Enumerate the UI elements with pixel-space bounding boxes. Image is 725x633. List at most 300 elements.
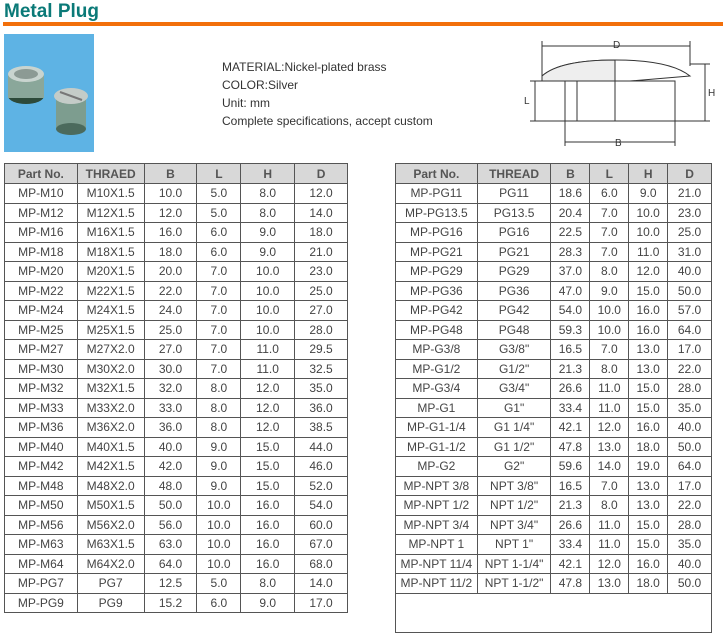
table-cell: 40.0 — [668, 418, 712, 438]
table-row — [396, 203, 712, 223]
table-cell: M25X1.5 — [77, 320, 144, 340]
table-cell: 36.0 — [144, 418, 197, 438]
table-cell: 64.0 — [668, 457, 712, 477]
table-cell: 8.0 — [241, 184, 295, 204]
table-cell: MP-G3/8 — [396, 340, 478, 360]
table-cell: MP-M24 — [5, 301, 78, 321]
table-cell: NPT 1-1/2" — [477, 574, 551, 594]
dim-d-label: D — [613, 40, 621, 51]
table-cell: 22.0 — [668, 359, 712, 379]
table-cell: MP-NPT 3/8 — [396, 476, 478, 496]
table-cell: 16.0 — [629, 418, 668, 438]
table-cell: M42X1.5 — [77, 457, 144, 477]
table-cell: 67.0 — [295, 535, 348, 555]
table-cell: NPT 1-1/4" — [477, 554, 551, 574]
note-text: Complete specifications, accept custom — [222, 114, 433, 128]
table-cell: M20X1.5 — [77, 262, 144, 282]
table-row — [396, 320, 712, 340]
table-cell: 16.0 — [241, 515, 295, 535]
table-row — [396, 340, 712, 360]
table-cell: MP-PG42 — [396, 301, 478, 321]
table-cell: 25.0 — [668, 223, 712, 243]
table-cell: 10.0 — [241, 320, 295, 340]
table-cell: 15.0 — [629, 281, 668, 301]
table-cell: 9.0 — [197, 437, 241, 457]
table-cell: 40.0 — [144, 437, 197, 457]
table-cell: MP-NPT 11/2 — [396, 574, 478, 594]
table-cell: 40.0 — [668, 262, 712, 282]
table-cell: 11.0 — [629, 242, 668, 262]
table-cell: 35.0 — [295, 379, 348, 399]
table-cell: 20.0 — [144, 262, 197, 282]
table-cell: 5.0 — [197, 203, 241, 223]
table-row — [5, 223, 348, 243]
table-cell: 48.0 — [144, 476, 197, 496]
table-cell: 8.0 — [241, 203, 295, 223]
table-cell: MP-M22 — [5, 281, 78, 301]
column-header: B — [144, 164, 197, 184]
table-cell: PG11 — [477, 184, 551, 204]
empty-row — [396, 593, 712, 632]
table-row — [396, 535, 712, 555]
table-cell: 7.0 — [197, 262, 241, 282]
table-cell: PG13.5 — [477, 203, 551, 223]
table-cell: 6.0 — [197, 242, 241, 262]
table-row — [396, 184, 712, 204]
dim-h-label: H — [708, 88, 716, 99]
table-cell: 12.0 — [241, 398, 295, 418]
table-cell: MP-M20 — [5, 262, 78, 282]
table-cell: G1" — [477, 398, 551, 418]
table-cell: PG16 — [477, 223, 551, 243]
table-row — [5, 301, 348, 321]
column-header: H — [629, 164, 668, 184]
table-row — [5, 476, 348, 496]
table-cell: MP-G3/4 — [396, 379, 478, 399]
product-specs — [222, 58, 433, 130]
table-cell: 50.0 — [668, 574, 712, 594]
table-row — [396, 554, 712, 574]
table-cell: 59.3 — [551, 320, 590, 340]
table-cell: MP-M18 — [5, 242, 78, 262]
table-cell: M18X1.5 — [77, 242, 144, 262]
table-cell: 17.0 — [295, 593, 348, 613]
table-cell: 27.0 — [295, 301, 348, 321]
table-cell: 7.0 — [197, 340, 241, 360]
table-cell: MP-PG29 — [396, 262, 478, 282]
table-cell: 9.0 — [629, 184, 668, 204]
table-row — [396, 359, 712, 379]
table-cell: 15.0 — [629, 379, 668, 399]
table-cell: MP-M32 — [5, 379, 78, 399]
table-cell: 50.0 — [668, 281, 712, 301]
table-cell: M33X2.0 — [77, 398, 144, 418]
table-cell: G3/8" — [477, 340, 551, 360]
column-header: D — [668, 164, 712, 184]
table-cell: 16.0 — [241, 535, 295, 555]
column-header: H — [241, 164, 295, 184]
table-cell: MP-PG9 — [5, 593, 78, 613]
table-cell: PG29 — [477, 262, 551, 282]
table-cell: 42.1 — [551, 418, 590, 438]
table-cell: 15.0 — [629, 515, 668, 535]
table-row — [5, 340, 348, 360]
table-cell: 14.0 — [295, 203, 348, 223]
table-cell: 7.0 — [590, 203, 629, 223]
table-cell: M63X1.5 — [77, 535, 144, 555]
table-cell: 29.5 — [295, 340, 348, 360]
table-cell: 64.0 — [144, 554, 197, 574]
unit-text: Unit: mm — [222, 96, 270, 110]
table-cell: 44.0 — [295, 437, 348, 457]
table-cell: 21.0 — [295, 242, 348, 262]
table-cell: 11.0 — [590, 515, 629, 535]
table-cell: 9.0 — [197, 476, 241, 496]
table-cell: 14.0 — [590, 457, 629, 477]
dim-b-label: B — [615, 138, 622, 149]
table-cell: 47.0 — [551, 281, 590, 301]
table-cell: M36X2.0 — [77, 418, 144, 438]
table-cell: 59.6 — [551, 457, 590, 477]
table-cell: 10.0 — [197, 496, 241, 516]
table-cell: 15.0 — [241, 437, 295, 457]
table-cell: 60.0 — [295, 515, 348, 535]
table-cell: MP-M30 — [5, 359, 78, 379]
table-cell: 11.0 — [590, 535, 629, 555]
table-cell: 7.0 — [197, 359, 241, 379]
table-cell: 12.0 — [590, 418, 629, 438]
table-row — [5, 418, 348, 438]
table-cell: G2" — [477, 457, 551, 477]
column-header: Part No. — [396, 164, 478, 184]
table-cell: 12.0 — [241, 379, 295, 399]
table-row — [5, 554, 348, 574]
table-cell: 8.0 — [590, 496, 629, 516]
table-cell: 21.3 — [551, 359, 590, 379]
table-cell: 35.0 — [668, 398, 712, 418]
table-cell: 42.0 — [144, 457, 197, 477]
table-cell: 18.0 — [144, 242, 197, 262]
table-cell: 25.0 — [295, 281, 348, 301]
table-cell: 10.0 — [197, 535, 241, 555]
table-cell: 15.2 — [144, 593, 197, 613]
table-cell: 8.0 — [197, 398, 241, 418]
table-cell: M30X2.0 — [77, 359, 144, 379]
table-header-row — [396, 164, 712, 184]
table-cell: 6.0 — [590, 184, 629, 204]
table-cell: MP-M48 — [5, 476, 78, 496]
table-cell: G1 1/4" — [477, 418, 551, 438]
table-row — [396, 418, 712, 438]
table-cell: MP-M16 — [5, 223, 78, 243]
table-cell: 8.0 — [590, 262, 629, 282]
table-cell: 9.0 — [590, 281, 629, 301]
table-cell: M16X1.5 — [77, 223, 144, 243]
table-cell: MP-PG13.5 — [396, 203, 478, 223]
table-row — [396, 574, 712, 594]
table-cell: 12.0 — [144, 203, 197, 223]
table-cell: NPT 3/4" — [477, 515, 551, 535]
table-cell: 28.0 — [295, 320, 348, 340]
table-row — [5, 457, 348, 477]
table-cell: G1/2" — [477, 359, 551, 379]
table-cell: 33.4 — [551, 398, 590, 418]
dim-l-label: L — [524, 96, 530, 107]
table-row — [5, 281, 348, 301]
table-row — [5, 379, 348, 399]
table-cell: 15.0 — [629, 535, 668, 555]
table-cell: 10.0 — [197, 515, 241, 535]
table-row — [396, 437, 712, 457]
table-cell: MP-G1/2 — [396, 359, 478, 379]
table-cell: 7.0 — [590, 476, 629, 496]
table-cell: 10.0 — [197, 554, 241, 574]
table-cell: 15.0 — [629, 398, 668, 418]
table-cell: 11.0 — [590, 398, 629, 418]
color-text: COLOR:Silver — [222, 78, 299, 92]
table-cell: 47.8 — [551, 437, 590, 457]
table-cell: PG21 — [477, 242, 551, 262]
column-header: L — [197, 164, 241, 184]
table-cell: 28.0 — [668, 379, 712, 399]
table-cell: 36.0 — [295, 398, 348, 418]
table-cell: 9.0 — [241, 242, 295, 262]
table-cell: 7.0 — [197, 281, 241, 301]
table-cell: MP-NPT 11/4 — [396, 554, 478, 574]
table-cell: MP-M42 — [5, 457, 78, 477]
table-cell: M22X1.5 — [77, 281, 144, 301]
table-cell: 7.0 — [197, 320, 241, 340]
table-cell: 17.0 — [668, 340, 712, 360]
table-row — [5, 574, 348, 594]
table-row — [5, 242, 348, 262]
table-cell: MP-M36 — [5, 418, 78, 438]
table-cell: MP-NPT 3/4 — [396, 515, 478, 535]
table-cell: 68.0 — [295, 554, 348, 574]
table-cell: MP-PG48 — [396, 320, 478, 340]
table-cell: 7.0 — [590, 223, 629, 243]
table-row — [5, 184, 348, 204]
table-row — [396, 262, 712, 282]
table-cell: 8.0 — [197, 418, 241, 438]
pg-g-npt-plug-table — [395, 163, 712, 633]
table-cell: 21.3 — [551, 496, 590, 516]
table-cell: 23.0 — [668, 203, 712, 223]
table-row — [396, 398, 712, 418]
table-cell: 9.0 — [197, 457, 241, 477]
table-row — [5, 203, 348, 223]
table-cell: 16.5 — [551, 476, 590, 496]
table-cell: 15.0 — [241, 457, 295, 477]
table-cell: 10.0 — [590, 320, 629, 340]
table-cell: 8.0 — [197, 379, 241, 399]
table-cell: 16.0 — [629, 301, 668, 321]
table-cell: 6.0 — [197, 593, 241, 613]
table-cell: MP-G2 — [396, 457, 478, 477]
table-cell: 5.0 — [197, 184, 241, 204]
table-cell: 33.0 — [144, 398, 197, 418]
table-cell: MP-PG36 — [396, 281, 478, 301]
table-row — [396, 476, 712, 496]
table-cell: MP-PG16 — [396, 223, 478, 243]
table-cell: 12.0 — [295, 184, 348, 204]
table-cell: 10.0 — [144, 184, 197, 204]
table-cell: MP-M12 — [5, 203, 78, 223]
table-cell: 10.0 — [241, 262, 295, 282]
table-cell: 28.3 — [551, 242, 590, 262]
table-cell: 22.0 — [144, 281, 197, 301]
table-cell: 7.0 — [590, 340, 629, 360]
table-cell: 20.4 — [551, 203, 590, 223]
table-cell: PG42 — [477, 301, 551, 321]
table-cell: 63.0 — [144, 535, 197, 555]
table-cell: 33.4 — [551, 535, 590, 555]
table-cell: MP-M10 — [5, 184, 78, 204]
column-header: D — [295, 164, 348, 184]
table-row — [5, 437, 348, 457]
table-cell: PG7 — [77, 574, 144, 594]
table-cell: 13.0 — [629, 340, 668, 360]
table-cell: NPT 1" — [477, 535, 551, 555]
table-cell: MP-NPT 1 — [396, 535, 478, 555]
table-cell: 50.0 — [668, 437, 712, 457]
table-cell: 47.8 — [551, 574, 590, 594]
table-cell: 54.0 — [551, 301, 590, 321]
column-header: Part No. — [5, 164, 78, 184]
table-cell: MP-PG11 — [396, 184, 478, 204]
table-cell: M50X1.5 — [77, 496, 144, 516]
table-cell: 56.0 — [144, 515, 197, 535]
table-cell: M10X1.5 — [77, 184, 144, 204]
table-cell: 11.0 — [590, 379, 629, 399]
table-cell: G1 1/2" — [477, 437, 551, 457]
table-cell: NPT 1/2" — [477, 496, 551, 516]
table-cell: 9.0 — [241, 223, 295, 243]
table-cell: 18.0 — [629, 437, 668, 457]
table-cell: M64X2.0 — [77, 554, 144, 574]
table-cell: 16.0 — [144, 223, 197, 243]
table-cell: 7.0 — [590, 242, 629, 262]
table-cell: 16.0 — [241, 496, 295, 516]
table-row — [396, 457, 712, 477]
table-row — [5, 262, 348, 282]
table-cell: 10.0 — [629, 203, 668, 223]
table-cell: 64.0 — [668, 320, 712, 340]
table-cell: 13.0 — [629, 496, 668, 516]
table-cell: G3/4" — [477, 379, 551, 399]
table-cell: M56X2.0 — [77, 515, 144, 535]
table-cell: 16.5 — [551, 340, 590, 360]
table-cell: MP-PG21 — [396, 242, 478, 262]
table-cell: MP-G1-1/4 — [396, 418, 478, 438]
table-cell: 46.0 — [295, 457, 348, 477]
table-cell: 27.0 — [144, 340, 197, 360]
table-cell: 25.0 — [144, 320, 197, 340]
table-cell: 13.0 — [590, 574, 629, 594]
table-cell: 52.0 — [295, 476, 348, 496]
table-row — [5, 320, 348, 340]
table-cell: 13.0 — [629, 476, 668, 496]
table-cell: MP-G1-1/2 — [396, 437, 478, 457]
table-cell: 42.1 — [551, 554, 590, 574]
table-cell: MP-M25 — [5, 320, 78, 340]
table-cell: 37.0 — [551, 262, 590, 282]
table-cell: 24.0 — [144, 301, 197, 321]
table-cell: 32.0 — [144, 379, 197, 399]
table-cell: MP-M33 — [5, 398, 78, 418]
table-cell: 23.0 — [295, 262, 348, 282]
page-title: Metal Plug — [4, 1, 100, 22]
table-cell: MP-M56 — [5, 515, 78, 535]
table-cell: 11.0 — [241, 340, 295, 360]
table-cell: MP-PG7 — [5, 574, 78, 594]
table-cell: 13.0 — [629, 359, 668, 379]
table-cell: 12.0 — [241, 418, 295, 438]
empty-cell — [396, 593, 712, 632]
table-cell: M12X1.5 — [77, 203, 144, 223]
dimension-diagram — [520, 36, 725, 156]
table-cell: 38.5 — [295, 418, 348, 438]
table-cell: 18.0 — [295, 223, 348, 243]
table-cell: MP-M40 — [5, 437, 78, 457]
table-row — [396, 301, 712, 321]
material-text: MATERIAL:Nickel-plated brass — [222, 60, 387, 74]
table-cell: 12.5 — [144, 574, 197, 594]
table-row — [5, 515, 348, 535]
table-cell: 30.0 — [144, 359, 197, 379]
table-cell: 21.0 — [668, 184, 712, 204]
table-cell: PG36 — [477, 281, 551, 301]
table-cell: NPT 3/8" — [477, 476, 551, 496]
table-cell: 10.0 — [629, 223, 668, 243]
table-cell: 22.0 — [668, 496, 712, 516]
table-cell: 8.0 — [590, 359, 629, 379]
metric-plug-table — [4, 163, 348, 613]
table-cell: M27X2.0 — [77, 340, 144, 360]
table-cell: 12.0 — [629, 262, 668, 282]
table-cell: 16.0 — [629, 554, 668, 574]
column-header: B — [551, 164, 590, 184]
table-cell: 31.0 — [668, 242, 712, 262]
table-header-row — [5, 164, 348, 184]
table-cell: M40X1.5 — [77, 437, 144, 457]
table-cell: 9.0 — [241, 593, 295, 613]
table-cell: 13.0 — [590, 437, 629, 457]
table-cell: PG9 — [77, 593, 144, 613]
table-cell: 19.0 — [629, 457, 668, 477]
table-cell: MP-M50 — [5, 496, 78, 516]
table-cell: 14.0 — [295, 574, 348, 594]
table-cell: 5.0 — [197, 574, 241, 594]
table-row — [396, 515, 712, 535]
table-cell: 11.0 — [241, 359, 295, 379]
table-cell: M24X1.5 — [77, 301, 144, 321]
table-cell: MP-M27 — [5, 340, 78, 360]
table-row — [5, 593, 348, 613]
table-cell: MP-M64 — [5, 554, 78, 574]
table-cell: 7.0 — [197, 301, 241, 321]
table-cell: 32.5 — [295, 359, 348, 379]
table-cell: 16.0 — [241, 554, 295, 574]
table-cell: 50.0 — [144, 496, 197, 516]
table-cell: M32X1.5 — [77, 379, 144, 399]
title-divider — [3, 22, 723, 26]
table-row — [5, 359, 348, 379]
table-row — [396, 379, 712, 399]
table-cell: MP-NPT 1/2 — [396, 496, 478, 516]
table-cell: 6.0 — [197, 223, 241, 243]
table-cell: MP-G1 — [396, 398, 478, 418]
